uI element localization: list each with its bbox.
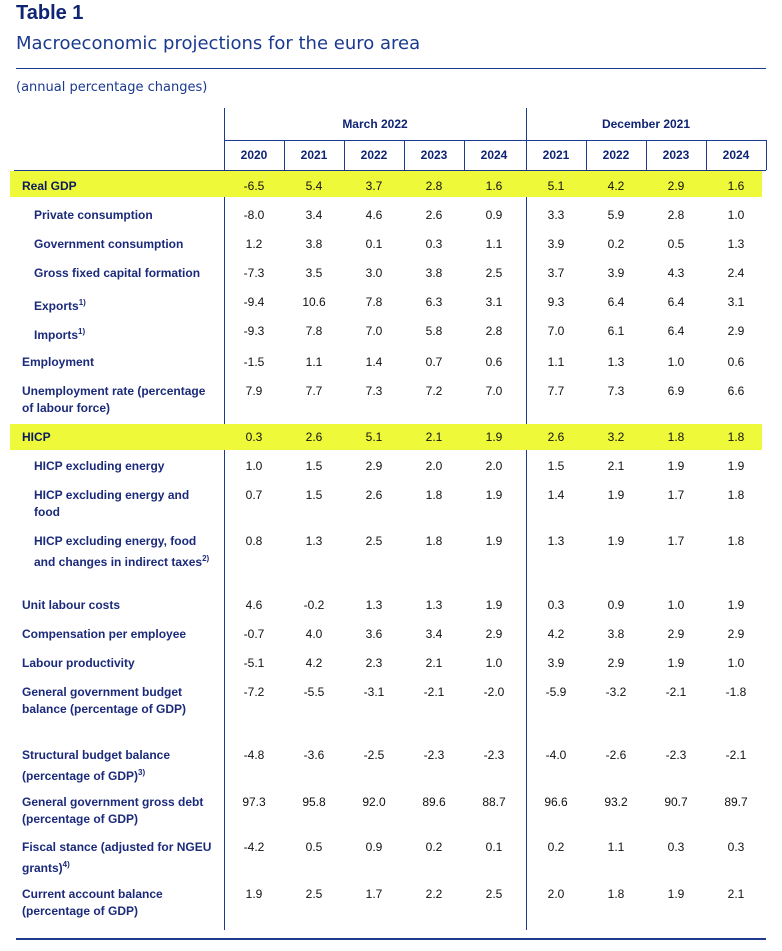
value-cell: 2.1 — [425, 430, 443, 444]
value-cell: 2.9 — [727, 324, 745, 338]
value-cell: -2.5 — [363, 748, 385, 762]
value-cell: 1.0 — [667, 355, 685, 369]
value-cell: 6.4 — [667, 324, 685, 338]
table-subtitle: Macroeconomic projections for the euro area — [16, 33, 421, 54]
year-header: 2024 — [722, 148, 750, 162]
value-cell: 1.0 — [727, 656, 745, 670]
value-cell: 90.7 — [664, 795, 688, 809]
value-cell: 6.9 — [667, 384, 685, 398]
unit-note: (annual percentage changes) — [16, 80, 208, 95]
value-cell: 5.1 — [365, 430, 383, 444]
value-cell: 1.8 — [425, 488, 443, 502]
value-cell: 3.1 — [485, 295, 503, 309]
value-cell: -0.2 — [303, 598, 325, 612]
value-cell: 1.6 — [727, 179, 745, 193]
row-label: Employment — [22, 355, 95, 369]
value-cell: 2.8 — [667, 208, 685, 222]
value-cell: 0.2 — [607, 237, 625, 251]
value-cell: 2.9 — [607, 656, 625, 670]
value-cell: 4.2 — [607, 179, 625, 193]
value-cell: 3.9 — [547, 656, 565, 670]
value-cell: 2.8 — [485, 324, 503, 338]
group-header: December 2021 — [601, 117, 691, 131]
value-cell: 7.2 — [425, 384, 443, 398]
year-header: 2021 — [300, 148, 328, 162]
value-cell: 2.3 — [365, 656, 383, 670]
value-cell: 1.8 — [607, 887, 625, 901]
value-cell: 0.3 — [727, 840, 745, 854]
value-cell: 0.3 — [245, 430, 263, 444]
value-cell: 2.9 — [365, 459, 383, 473]
value-cell: 1.1 — [547, 355, 565, 369]
value-cell: 1.9 — [607, 488, 625, 502]
value-cell: 1.9 — [245, 887, 263, 901]
year-header: 2023 — [662, 148, 690, 162]
value-cell: 0.9 — [365, 840, 383, 854]
value-cell: 0.5 — [305, 840, 323, 854]
value-cell: 3.8 — [305, 237, 323, 251]
value-cell: 1.9 — [485, 430, 503, 444]
value-cell: 1.0 — [245, 459, 263, 473]
value-cell: 5.8 — [425, 324, 443, 338]
value-cell: 2.6 — [547, 430, 565, 444]
value-cell: 5.1 — [547, 179, 565, 193]
value-cell: -9.4 — [243, 295, 265, 309]
value-cell: 7.0 — [547, 324, 565, 338]
value-cell: 1.5 — [305, 488, 323, 502]
value-cell: 2.6 — [425, 208, 443, 222]
value-cell: 3.9 — [607, 266, 625, 280]
value-cell: 3.8 — [607, 627, 625, 641]
value-cell: 0.3 — [425, 237, 443, 251]
row-label: General government budget balance (percentage of GDP) — [22, 685, 187, 716]
value-cell: -5.9 — [545, 685, 567, 699]
value-cell: 7.7 — [547, 384, 565, 398]
value-cell: 2.5 — [305, 887, 323, 901]
value-cell: 6.4 — [667, 295, 685, 309]
value-cell: 2.6 — [365, 488, 383, 502]
value-cell: 1.0 — [485, 656, 503, 670]
value-cell: 1.3 — [547, 534, 565, 548]
value-cell: 1.9 — [667, 656, 685, 670]
value-cell: -2.1 — [665, 685, 687, 699]
value-cell: 0.5 — [667, 237, 685, 251]
value-cell: 7.0 — [365, 324, 383, 338]
row-label: Private consumption — [34, 208, 153, 222]
group-header: March 2022 — [342, 117, 408, 131]
value-cell: 1.5 — [305, 459, 323, 473]
value-cell: 1.8 — [727, 534, 745, 548]
value-cell: 2.1 — [607, 459, 625, 473]
row-label: Current account balance (percentage of GDP) — [22, 887, 163, 918]
value-cell: 2.5 — [485, 887, 503, 901]
row-label: HICP excluding energy — [34, 459, 165, 473]
value-cell: 1.7 — [365, 887, 383, 901]
row-label: Labour productivity — [22, 656, 135, 670]
value-cell: 3.2 — [607, 430, 625, 444]
value-cell: 3.7 — [365, 179, 383, 193]
value-cell: -3.6 — [303, 748, 325, 762]
value-cell: 3.5 — [305, 266, 323, 280]
value-cell: -4.2 — [243, 840, 265, 854]
value-cell: 0.2 — [425, 840, 443, 854]
value-cell: -5.1 — [243, 656, 265, 670]
value-cell: 1.4 — [547, 488, 565, 502]
value-cell: 3.4 — [305, 208, 323, 222]
value-cell: -2.3 — [665, 748, 687, 762]
row-label: HICP excluding energy, food and changes in indirect taxes$^{2)}$ — [34, 534, 210, 569]
value-cell: 97.3 — [242, 795, 266, 809]
row-label: Compensation per employee — [22, 627, 187, 641]
value-cell: 3.0 — [365, 266, 383, 280]
value-cell: 7.8 — [365, 295, 383, 309]
value-cell: 93.2 — [604, 795, 628, 809]
value-cell: 1.3 — [727, 237, 745, 251]
value-cell: -5.5 — [303, 685, 325, 699]
value-cell: 7.8 — [305, 324, 323, 338]
value-cell: -4.0 — [545, 748, 567, 762]
value-cell: -4.8 — [243, 748, 265, 762]
value-cell: 0.6 — [727, 355, 745, 369]
value-cell: 1.9 — [485, 534, 503, 548]
value-cell: -3.1 — [363, 685, 385, 699]
value-cell: -9.3 — [243, 324, 265, 338]
value-cell: 6.4 — [607, 295, 625, 309]
row-label: Real GDP — [22, 179, 77, 193]
value-cell: 0.8 — [245, 534, 263, 548]
value-cell: 3.1 — [727, 295, 745, 309]
value-cell: 2.4 — [727, 266, 745, 280]
value-cell: 1.1 — [607, 840, 625, 854]
value-cell: 1.3 — [305, 534, 323, 548]
value-cell: 2.0 — [425, 459, 443, 473]
value-cell: 3.8 — [425, 266, 443, 280]
value-cell: 95.8 — [302, 795, 326, 809]
row-label: Fiscal stance (adjusted for NGEU grants)$^{4)}$ — [22, 840, 212, 875]
header-rule — [224, 140, 766, 141]
value-cell: 1.8 — [425, 534, 443, 548]
value-cell: 92.0 — [362, 795, 386, 809]
year-header: 2023 — [420, 148, 448, 162]
year-header: 2022 — [360, 148, 388, 162]
value-cell: 0.7 — [245, 488, 263, 502]
value-cell: -7.3 — [243, 266, 265, 280]
value-cell: 1.9 — [607, 534, 625, 548]
value-cell: 1.6 — [485, 179, 503, 193]
value-cell: 2.9 — [485, 627, 503, 641]
value-cell: 2.0 — [547, 887, 565, 901]
value-cell: -6.5 — [243, 179, 265, 193]
value-cell: 1.9 — [485, 598, 503, 612]
top-divider — [16, 68, 766, 69]
value-cell: 2.6 — [305, 430, 323, 444]
value-cell: 1.7 — [667, 534, 685, 548]
value-cell: 3.4 — [425, 627, 443, 641]
value-cell: 0.9 — [485, 208, 503, 222]
value-cell: 10.6 — [302, 295, 326, 309]
row-label: Structural budget balance (percentage of GDP)$^{3)}$ — [22, 748, 171, 783]
value-cell: 7.9 — [245, 384, 263, 398]
value-cell: -2.6 — [605, 748, 627, 762]
value-cell: 2.5 — [365, 534, 383, 548]
value-cell: 5.9 — [607, 208, 625, 222]
value-cell: 4.3 — [667, 266, 685, 280]
value-cell: 1.9 — [667, 887, 685, 901]
bottom-divider — [16, 938, 766, 940]
value-cell: -1.8 — [725, 685, 747, 699]
value-cell: 1.9 — [727, 598, 745, 612]
value-cell: 0.1 — [485, 840, 503, 854]
value-cell: 1.0 — [667, 598, 685, 612]
value-cell: 89.7 — [724, 795, 748, 809]
row-label: Imports$^{1)}$ — [34, 327, 86, 342]
value-cell: 4.6 — [365, 208, 383, 222]
value-cell: 1.5 — [547, 459, 565, 473]
value-cell: 2.1 — [425, 656, 443, 670]
row-label: Exports$^{1)}$ — [34, 298, 86, 313]
row-label: Gross fixed capital formation — [34, 266, 201, 280]
value-cell: 7.3 — [365, 384, 383, 398]
value-cell: 1.2 — [245, 237, 263, 251]
row-label: HICP — [22, 430, 51, 444]
value-cell: 5.4 — [305, 179, 323, 193]
year-header: 2020 — [240, 148, 268, 162]
value-cell: 2.9 — [727, 627, 745, 641]
value-cell: 96.6 — [544, 795, 568, 809]
value-cell: -2.3 — [423, 748, 445, 762]
value-cell: 1.3 — [425, 598, 443, 612]
value-cell: 1.9 — [667, 459, 685, 473]
value-cell: 6.1 — [607, 324, 625, 338]
value-cell: 1.9 — [485, 488, 503, 502]
value-cell: 1.0 — [727, 208, 745, 222]
year-cell-divider — [766, 140, 767, 170]
value-cell: -3.2 — [605, 685, 627, 699]
value-cell: 0.3 — [667, 840, 685, 854]
value-cell: 3.7 — [547, 266, 565, 280]
value-cell: 2.5 — [485, 266, 503, 280]
value-cell: 2.0 — [485, 459, 503, 473]
value-cell: 7.3 — [607, 384, 625, 398]
value-cell: 2.9 — [667, 179, 685, 193]
value-cell: 3.3 — [547, 208, 565, 222]
value-cell: 1.8 — [727, 430, 745, 444]
value-cell: 6.3 — [425, 295, 443, 309]
value-cell: -8.0 — [243, 208, 265, 222]
value-cell: 2.1 — [727, 887, 745, 901]
value-cell: 1.7 — [667, 488, 685, 502]
year-header: 2024 — [480, 148, 508, 162]
row-label: Unit labour costs — [22, 598, 121, 612]
row-label: Government consumption — [34, 237, 184, 251]
value-cell: -7.2 — [243, 685, 265, 699]
value-cell: 1.4 — [365, 355, 383, 369]
value-cell: -0.7 — [243, 627, 265, 641]
value-cell: 0.1 — [365, 237, 383, 251]
value-cell: 1.8 — [727, 488, 745, 502]
value-cell: 0.7 — [425, 355, 443, 369]
value-cell: 89.6 — [422, 795, 446, 809]
value-cell: 1.1 — [485, 237, 503, 251]
value-cell: 1.8 — [667, 430, 685, 444]
value-cell: 88.7 — [482, 795, 506, 809]
value-cell: 0.9 — [607, 598, 625, 612]
value-cell: 0.3 — [547, 598, 565, 612]
value-cell: 2.8 — [425, 179, 443, 193]
row-label: HICP excluding energy and food — [34, 488, 190, 519]
value-cell: 1.9 — [727, 459, 745, 473]
value-cell: 6.6 — [727, 384, 745, 398]
value-cell: 3.6 — [365, 627, 383, 641]
value-cell: 3.9 — [547, 237, 565, 251]
value-cell: 0.2 — [547, 840, 565, 854]
value-cell: 4.2 — [305, 656, 323, 670]
value-cell: 4.6 — [245, 598, 263, 612]
year-header: 2021 — [542, 148, 570, 162]
value-cell: -2.1 — [725, 748, 747, 762]
value-cell: 2.2 — [425, 887, 443, 901]
value-cell: 9.3 — [547, 295, 565, 309]
row-label: General government gross debt (percentage of GDP) — [22, 795, 204, 826]
value-cell: 1.3 — [607, 355, 625, 369]
value-cell: 1.3 — [365, 598, 383, 612]
value-cell: -1.5 — [243, 355, 265, 369]
value-cell: 4.0 — [305, 627, 323, 641]
value-cell: 7.0 — [485, 384, 503, 398]
value-cell: -2.0 — [483, 685, 505, 699]
table-title: Table 1 — [16, 2, 84, 24]
value-cell: -2.1 — [423, 685, 445, 699]
value-cell: 1.1 — [305, 355, 323, 369]
row-label: Unemployment rate (percentage of labour force) — [22, 384, 206, 415]
year-header: 2022 — [602, 148, 630, 162]
value-cell: 7.7 — [305, 384, 323, 398]
value-cell: 4.2 — [547, 627, 565, 641]
value-cell: 2.9 — [667, 627, 685, 641]
value-cell: 0.6 — [485, 355, 503, 369]
value-cell: -2.3 — [483, 748, 505, 762]
